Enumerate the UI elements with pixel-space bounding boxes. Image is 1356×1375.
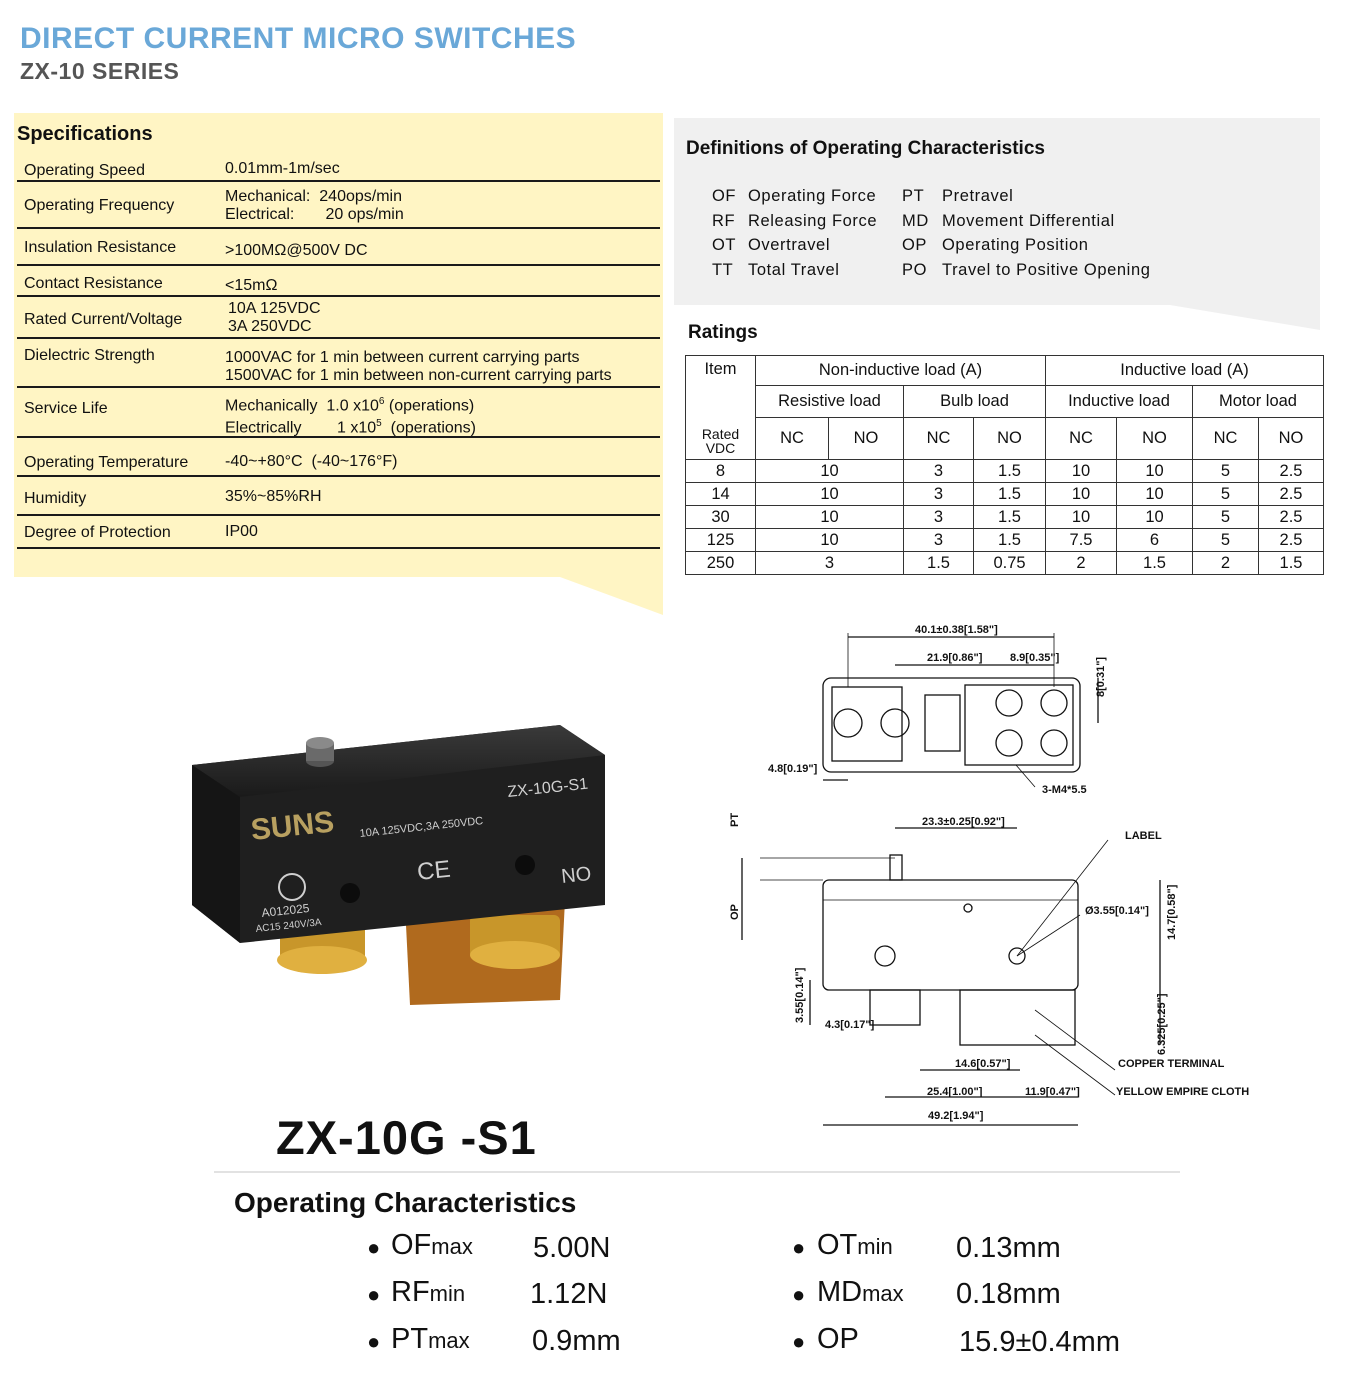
oc-label-ot [817,1229,893,1262]
spec-label: Service Life [24,400,108,417]
oc-label-rf [391,1276,465,1309]
spec-value: <15mΩ [225,277,278,294]
bullet-icon: ● [367,1235,381,1260]
service-life-elec-exp: 5 [376,418,382,430]
spec-row-operating-frequency [17,180,660,229]
nc-header: NC [1193,418,1259,460]
dim-label: 14.7[0.58"] [1166,884,1178,940]
spec-label: Degree of Protection [24,524,171,541]
definition-op [902,236,1089,255]
spec-row-humidity [17,477,660,516]
spec-row-service-life [17,388,660,438]
no-header: NO [1259,418,1324,460]
definition-text: Movement Differential [942,212,1115,230]
leader-line [1017,915,1080,956]
oc-value-md: 0.18mm [956,1278,1061,1310]
motor-nc-cell: 2 [1193,552,1259,575]
bullet-icon: ● [792,1282,806,1307]
spec-label: Insulation Resistance [24,239,177,256]
definition-text: Pretravel [942,187,1014,205]
product-photo [180,715,630,1015]
table-row [686,529,1324,552]
section-divider [214,1171,1180,1173]
bulb-no-cell: 1.5 [974,460,1046,483]
dim-label: 11.9[0.47"] [1025,1086,1080,1098]
no-header: NO [829,418,904,460]
screw-icon [1041,730,1067,756]
inductive-no-cell: 6 [1117,529,1193,552]
dim-label: 8.9[0.35"] [1010,652,1060,664]
definition-abbr: PT [902,187,925,205]
hole-icon [875,946,895,966]
dim-label: 3.55[0.14"] [794,967,806,1023]
spec-value: IP00 [225,523,258,540]
screw-icon [996,730,1022,756]
bulb-nc-cell: 3 [904,483,974,506]
oc-sub: max [431,1234,473,1259]
definition-text: Operating Force [748,187,877,205]
spec-label: Dielectric Strength [24,347,155,364]
inductive-nc-cell: 10 [1046,483,1117,506]
bulb-no-cell: 1.5 [974,529,1046,552]
resistive-cell: 3 [756,552,904,575]
oc-name: OP [817,1323,859,1355]
motor-nc-cell: 5 [1193,529,1259,552]
oc-value-rf: 1.12N [530,1278,608,1310]
definition-rf [712,212,877,231]
definition-abbr: OT [712,236,737,254]
vdc-label: VDC [705,440,736,456]
spec-label: Operating Speed [24,162,145,179]
bullet-icon: ● [367,1329,381,1354]
motor-header: Motor load [1193,386,1324,418]
inductive-nc-cell: 2 [1046,552,1117,575]
no-header: NO [974,418,1046,460]
ratings-subheader-row [686,386,1324,418]
contact-block [925,695,960,751]
nc-header: NC [756,418,829,460]
bullet-icon: ● [367,1282,381,1307]
definition-abbr: MD [902,212,929,230]
definition-abbr: OP [902,236,928,254]
oc-value-pt: 0.9mm [532,1325,621,1357]
mounting-hole [340,883,360,903]
motor-nc-cell: 5 [1193,506,1259,529]
ratings-header-row [686,356,1324,386]
oc-label-md [817,1276,904,1309]
screw-icon [881,709,909,737]
inductive-sub-header: Inductive load [1046,386,1193,418]
dim-label: 23.3±0.25[0.92"] [922,816,1005,828]
item-header: Item [686,356,756,418]
oc-name: RF [391,1276,430,1308]
dim-label: COPPER TERMINAL [1118,1058,1225,1070]
rating-marking: 10A 125VDC,3A 250VDC [359,815,484,840]
spec-row-insulation-resistance [17,229,660,266]
oc-value-op: 15.9±0.4mm [959,1326,1120,1358]
spec-label: Contact Resistance [24,275,163,292]
bulb-no-cell: 1.5 [974,483,1046,506]
dim-label: 4.3[0.17"] [825,1019,875,1031]
dim-label: OP [729,904,741,920]
top-view-left-block [832,687,902,761]
definition-md [902,212,1115,231]
bulb-no-cell: 0.75 [974,552,1046,575]
spec-row-dielectric-strength [17,339,660,388]
spec-row-operating-speed [17,158,660,182]
no-header: NO [1117,418,1193,460]
motor-no-cell: 2.5 [1259,483,1324,506]
definition-text: Releasing Force [748,212,878,230]
resistive-cell: 10 [756,529,904,552]
brass-screw-left [277,946,367,974]
brand-marking: SUNS [249,805,336,847]
dim-label: 40.1±0.38[1.58"] [915,624,998,636]
ce-marking: CE [415,855,452,886]
oc-label-op [817,1323,859,1356]
mounting-hole [515,855,535,875]
terminal-outline [870,990,920,1025]
oc-value-of: 5.00N [533,1232,611,1264]
definition-text: Travel to Positive Opening [942,261,1151,279]
bulb-nc-cell: 3 [904,506,974,529]
dim-label: 4.8[0.19"] [768,763,818,775]
cert-code-marking: A012025 [260,901,311,920]
terminal-block [965,685,1073,765]
definitions-heading: Definitions of Operating Characteristics [686,138,1045,159]
oc-label-pt [391,1323,470,1356]
ratings-heading: Ratings [688,322,758,343]
technical-drawing [720,615,1280,1135]
table-row [686,460,1324,483]
dim-label: 14.6[0.57"] [955,1058,1011,1070]
leader-line [1016,765,1035,787]
inductive-header: Inductive load (A) [1046,356,1324,386]
oc-sub: min [857,1234,893,1259]
spec-label: Humidity [24,490,87,507]
definition-tt [712,261,840,280]
nc-header: NC [1046,418,1117,460]
oc-name: OT [817,1229,858,1261]
ac-rating-marking: AC15 240V/3A [255,917,323,935]
hole-icon [964,904,972,912]
spec-value: Mechanical: 240ops/min Electrical: 20 ops/min [225,188,404,223]
spec-value [225,393,476,438]
definition-abbr: RF [712,212,736,230]
bulb-no-cell: 1.5 [974,506,1046,529]
motor-no-cell: 2.5 [1259,506,1324,529]
dim-label: 25.4[1.00"] [927,1086,983,1098]
service-life-mech-exp: 6 [378,396,385,407]
inductive-no-cell: 10 [1117,483,1193,506]
motor-no-cell: 2.5 [1259,460,1324,483]
spec-label: Operating Frequency [24,197,175,214]
dim-label: PT [729,812,741,827]
dim-label: YELLOW EMPIRE CLOTH [1116,1086,1250,1098]
bulb-nc-cell: 1.5 [904,552,974,575]
ratings-ncno-row [686,418,1324,460]
motor-no-cell: 1.5 [1259,552,1324,575]
definition-text: Operating Position [942,236,1089,254]
resistive-cell: 10 [756,483,904,506]
ratings-table [685,355,1324,575]
oc-name: MD [817,1276,863,1308]
bulb-header: Bulb load [904,386,1046,418]
spec-value: >100MΩ@500V DC [225,242,368,259]
motor-no-cell: 2.5 [1259,529,1324,552]
body-model-marking: ZX-10G-S1 [506,775,589,801]
non-inductive-header: Non-inductive load (A) [756,356,1046,386]
service-life-elec-unit: (operations) [381,419,476,437]
bullet-icon: ● [792,1235,806,1260]
oc-sub: max [428,1328,470,1353]
operating-characteristics-heading: Operating Characteristics [234,1187,577,1218]
motor-nc-cell: 5 [1193,483,1259,506]
no-marking: NO [560,862,593,888]
bulb-nc-cell: 3 [904,460,974,483]
nc-header: NC [904,418,974,460]
definition-pt [902,187,1013,206]
dim-label: 8[0.31"] [1095,656,1107,697]
vdc-cell: 125 [686,529,756,552]
spec-row-operating-temperature [17,438,660,477]
spec-value: 1000VAC for 1 min between current carrying parts 1500VAC for 1 min between non-current carrying parts [225,349,612,384]
brass-screw-right [470,941,560,969]
table-row [686,552,1324,575]
definition-abbr: TT [712,261,734,279]
bullet-icon: ● [792,1329,806,1354]
inductive-no-cell: 1.5 [1117,552,1193,575]
inductive-no-cell: 10 [1117,506,1193,529]
spec-value: 10A 125VDC 3A 250VDC [228,300,321,335]
spec-row-rated-current-voltage [17,297,660,339]
spec-value: 0.01mm-1m/sec [225,160,340,177]
spec-value: 35%~85%RH [225,488,322,505]
inductive-nc-cell: 10 [1046,506,1117,529]
plunger-tip [306,737,334,749]
motor-nc-cell: 5 [1193,460,1259,483]
dim-label: 21.9[0.86"] [927,652,983,664]
screw-icon [996,690,1022,716]
series-subtitle: ZX-10 SERIES [20,58,180,84]
spec-label: Rated Current/Voltage [24,311,183,328]
vdc-cell: 14 [686,483,756,506]
page-title: DIRECT CURRENT MICRO SWITCHES [20,22,577,55]
screw-icon [834,709,862,737]
oc-name: OF [391,1229,432,1261]
vdc-cell: 250 [686,552,756,575]
resistive-cell: 10 [756,460,904,483]
oc-sub: max [862,1281,904,1306]
inductive-no-cell: 10 [1117,460,1193,483]
definition-po [902,261,1151,280]
table-row [686,483,1324,506]
service-life-elec: Electrically 1 x10 [225,419,377,437]
screw-icon [1041,690,1067,716]
leader-line [1017,840,1108,956]
oc-name: PT [391,1323,429,1355]
vdc-cell: 8 [686,460,756,483]
spec-row-degree-of-protection [17,516,660,549]
specifications-heading: Specifications [17,123,153,145]
cloth-outline [960,990,1075,1045]
spec-row-contact-resistance [17,266,660,297]
dim-label: LABEL [1125,830,1162,842]
definition-text: Total Travel [748,261,840,279]
spec-value: -40~+80°C (-40~176°F) [225,453,398,470]
resistive-header: Resistive load [756,386,904,418]
dim-label: 49.2[1.94"] [928,1110,984,1122]
dim-label: 6.325[0.25"] [1156,993,1168,1055]
product-model-title: ZX-10G -S1 [276,1111,537,1164]
oc-value-ot: 0.13mm [956,1232,1061,1264]
side-view-outline [823,880,1078,990]
definition-of [712,187,876,206]
service-life-mech-unit: (operations) [384,397,475,415]
definition-abbr: OF [712,187,737,205]
definition-text: Overtravel [748,236,831,254]
inductive-nc-cell: 7.5 [1046,529,1117,552]
rated-vdc-header [686,418,756,460]
vdc-cell: 30 [686,506,756,529]
definition-abbr: PO [902,261,928,279]
dim-label: 3-M4*5.5 [1042,784,1087,796]
dim-label: Ø3.55[0.14"] [1085,905,1149,917]
oc-label-of [391,1229,473,1262]
oc-sub: min [429,1281,466,1306]
resistive-cell: 10 [756,506,904,529]
rated-label: Rated [701,426,740,442]
plunger-outline [890,855,902,880]
inductive-nc-cell: 10 [1046,460,1117,483]
definition-ot [712,236,830,255]
spec-label: Operating Temperature [24,454,189,471]
table-row [686,506,1324,529]
bulb-nc-cell: 3 [904,529,974,552]
service-life-mech: Mechanically 1.0 x10 [225,397,379,415]
